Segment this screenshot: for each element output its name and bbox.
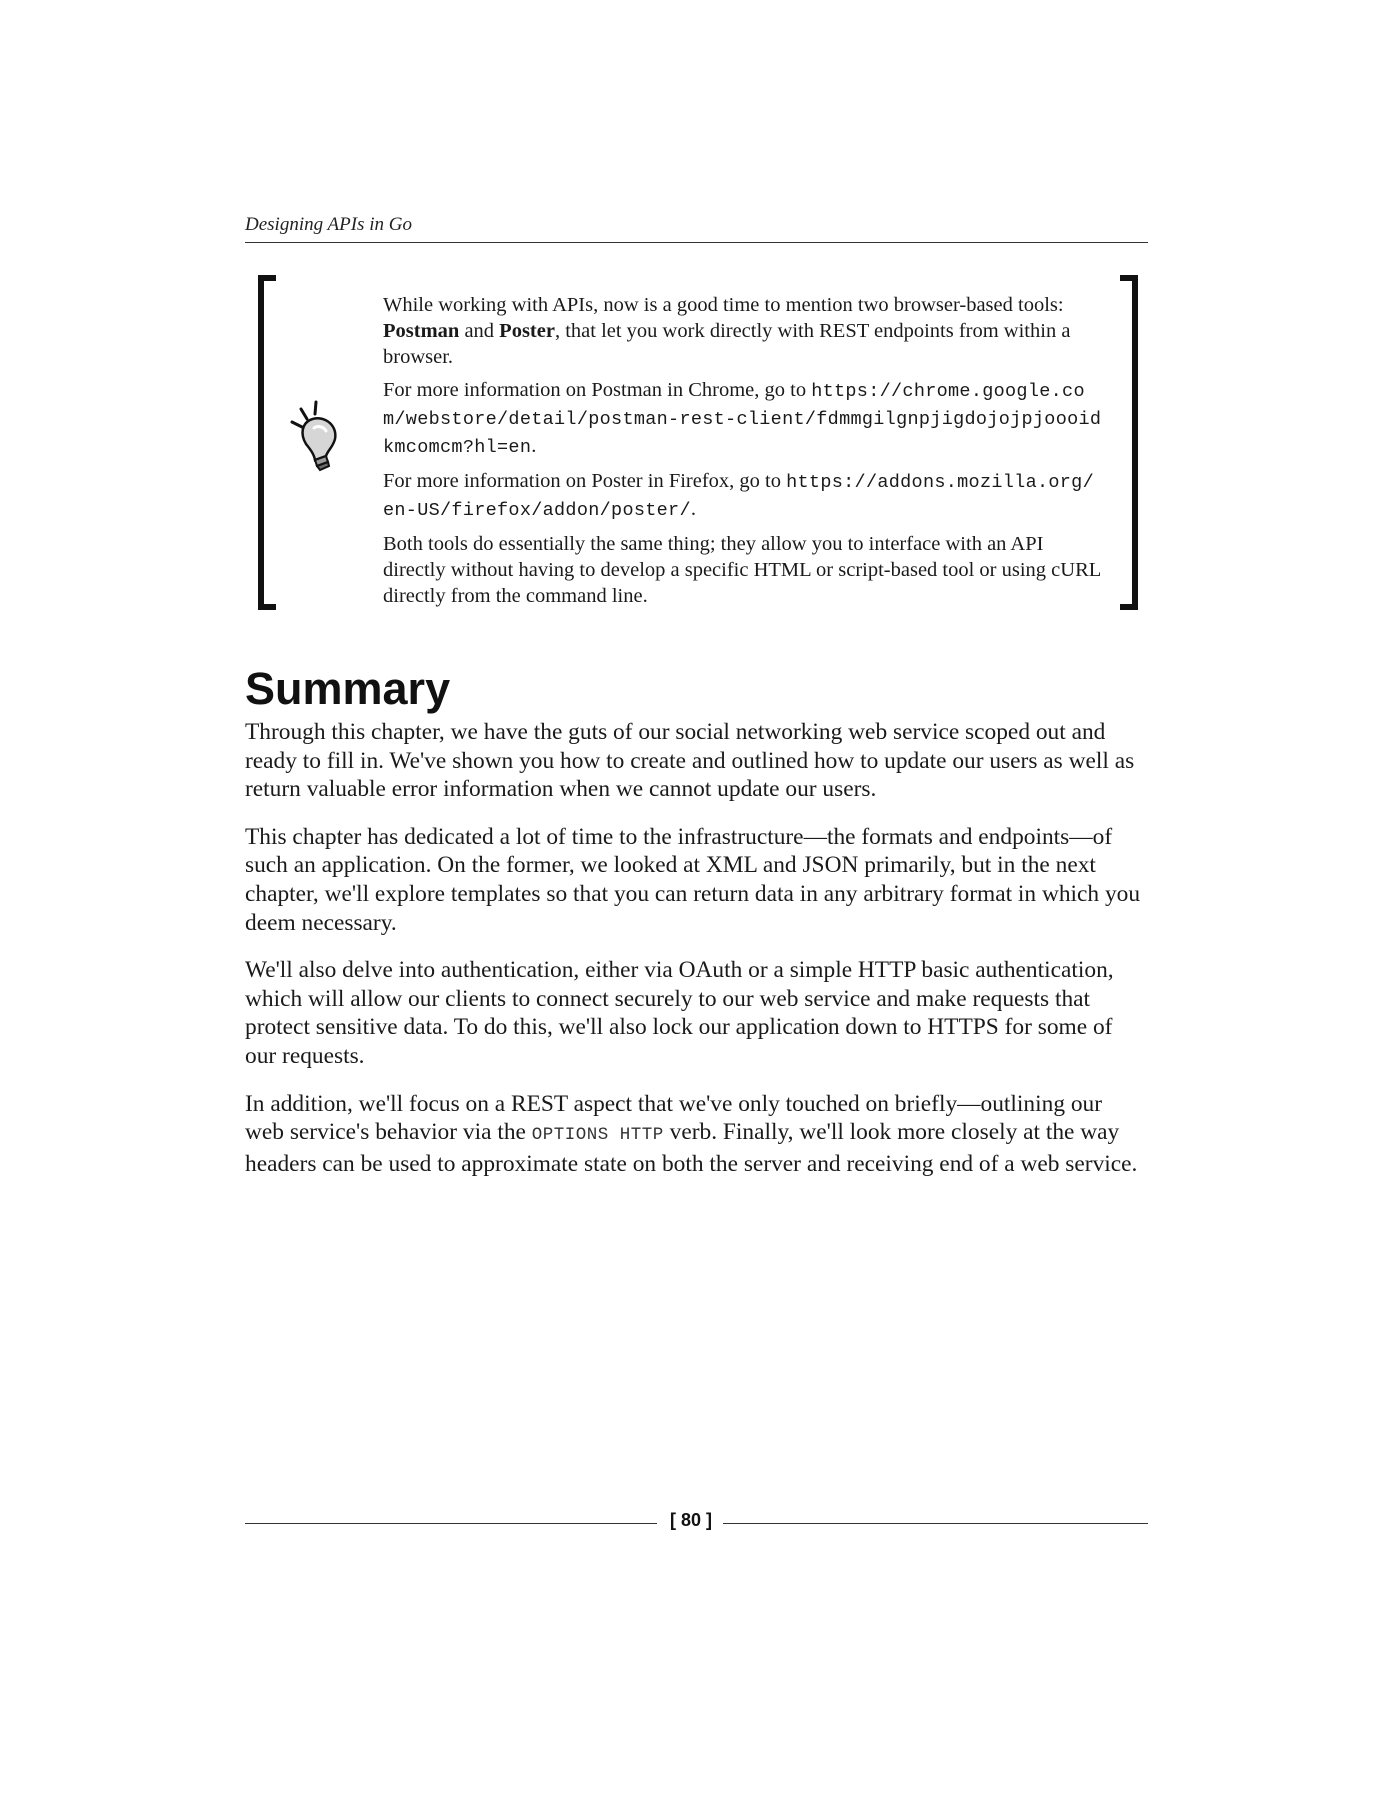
- tool-name-poster: Poster: [499, 320, 555, 342]
- left-bracket: [258, 275, 276, 610]
- footer-rule-left: [245, 1523, 657, 1524]
- running-title: Designing APIs in Go: [245, 214, 412, 235]
- lightbulb-icon: [288, 400, 344, 472]
- poster-url-link[interactable]: https://addons.mozilla.org/en-US/firefox/addon/poster/: [383, 472, 1094, 521]
- summary-body: [245, 718, 1145, 1197]
- tip-paragraph-postman-link: For more information on Postman in Chrome, go to https://chrome.google.com/webstore/detail/postman-rest-client/fdmmgilgnpjigdojojpjoooidkmcomcm?hl=en.: [383, 379, 1102, 458]
- body-paragraph-4: In addition, we'll focus on a REST aspect that we've only touched on briefly—outlining our web service's behavior via the OPTIONS HTTP verb. Finally, we'll look more closely at the way headers can be used to approximate state on both the server and receiving end of a web service.: [245, 1090, 1138, 1177]
- body-paragraph-2: This chapter has dedicated a lot of time to the infrastructure—the formats and endpoints—of such an application. On the former, we looked at XML and JSON primarily, but in the next chapter, we'll explore templates so that you can return data in any arbitrary format in which you deem necessary.: [245, 823, 1141, 936]
- tip-paragraph-conclusion: Both tools do essentially the same thing; they allow you to interface with an API directly without having to develop a specific HTML or script-based tool or using cURL directly from the command line.: [383, 533, 1101, 607]
- section-heading: Summary: [245, 663, 451, 714]
- tip-paragraph-tools: While working with APIs, now is a good time to mention two browser-based tools: Postman and Poster, that let you work directly with REST endpoints from within a browser.: [383, 294, 1071, 368]
- tip-box: [258, 275, 1138, 610]
- tip-text: [383, 292, 1103, 616]
- body-paragraph-3: We'll also delve into authentication, either via OAuth or a simple HTTP basic authentication, which will allow our clients to connect securely to our web service and make requests that protect sensitive data. To do this, we'll also lock our application down to HTTPS for some of our requests.: [245, 957, 1114, 1069]
- running-header: [245, 212, 1148, 243]
- tool-name-postman: Postman: [383, 320, 460, 342]
- body-paragraph-1: Through this chapter, we have the guts of our social networking web service scoped out and ready to fill in. We've shown you how to create and outlined how to update our users as well as return valuable error information when we cannot update our users.: [245, 719, 1135, 803]
- footer-rule-right: [723, 1523, 1148, 1524]
- page-footer: [245, 1510, 1148, 1536]
- page-number: [ 80 ]: [669, 1510, 712, 1530]
- right-bracket: [1120, 275, 1138, 610]
- postman-url-link[interactable]: https://chrome.google.com/webstore/detail/postman-rest-client/fdmmgilgnpjigdojojpjoooidkmcomcm?hl=en: [383, 381, 1102, 458]
- tip-paragraph-poster-link: For more information on Poster in Firefox, go to https://addons.mozilla.org/en-US/firefox/addon/poster/.: [383, 470, 1094, 521]
- inline-code-options-http: OPTIONS HTTP: [531, 1125, 664, 1146]
